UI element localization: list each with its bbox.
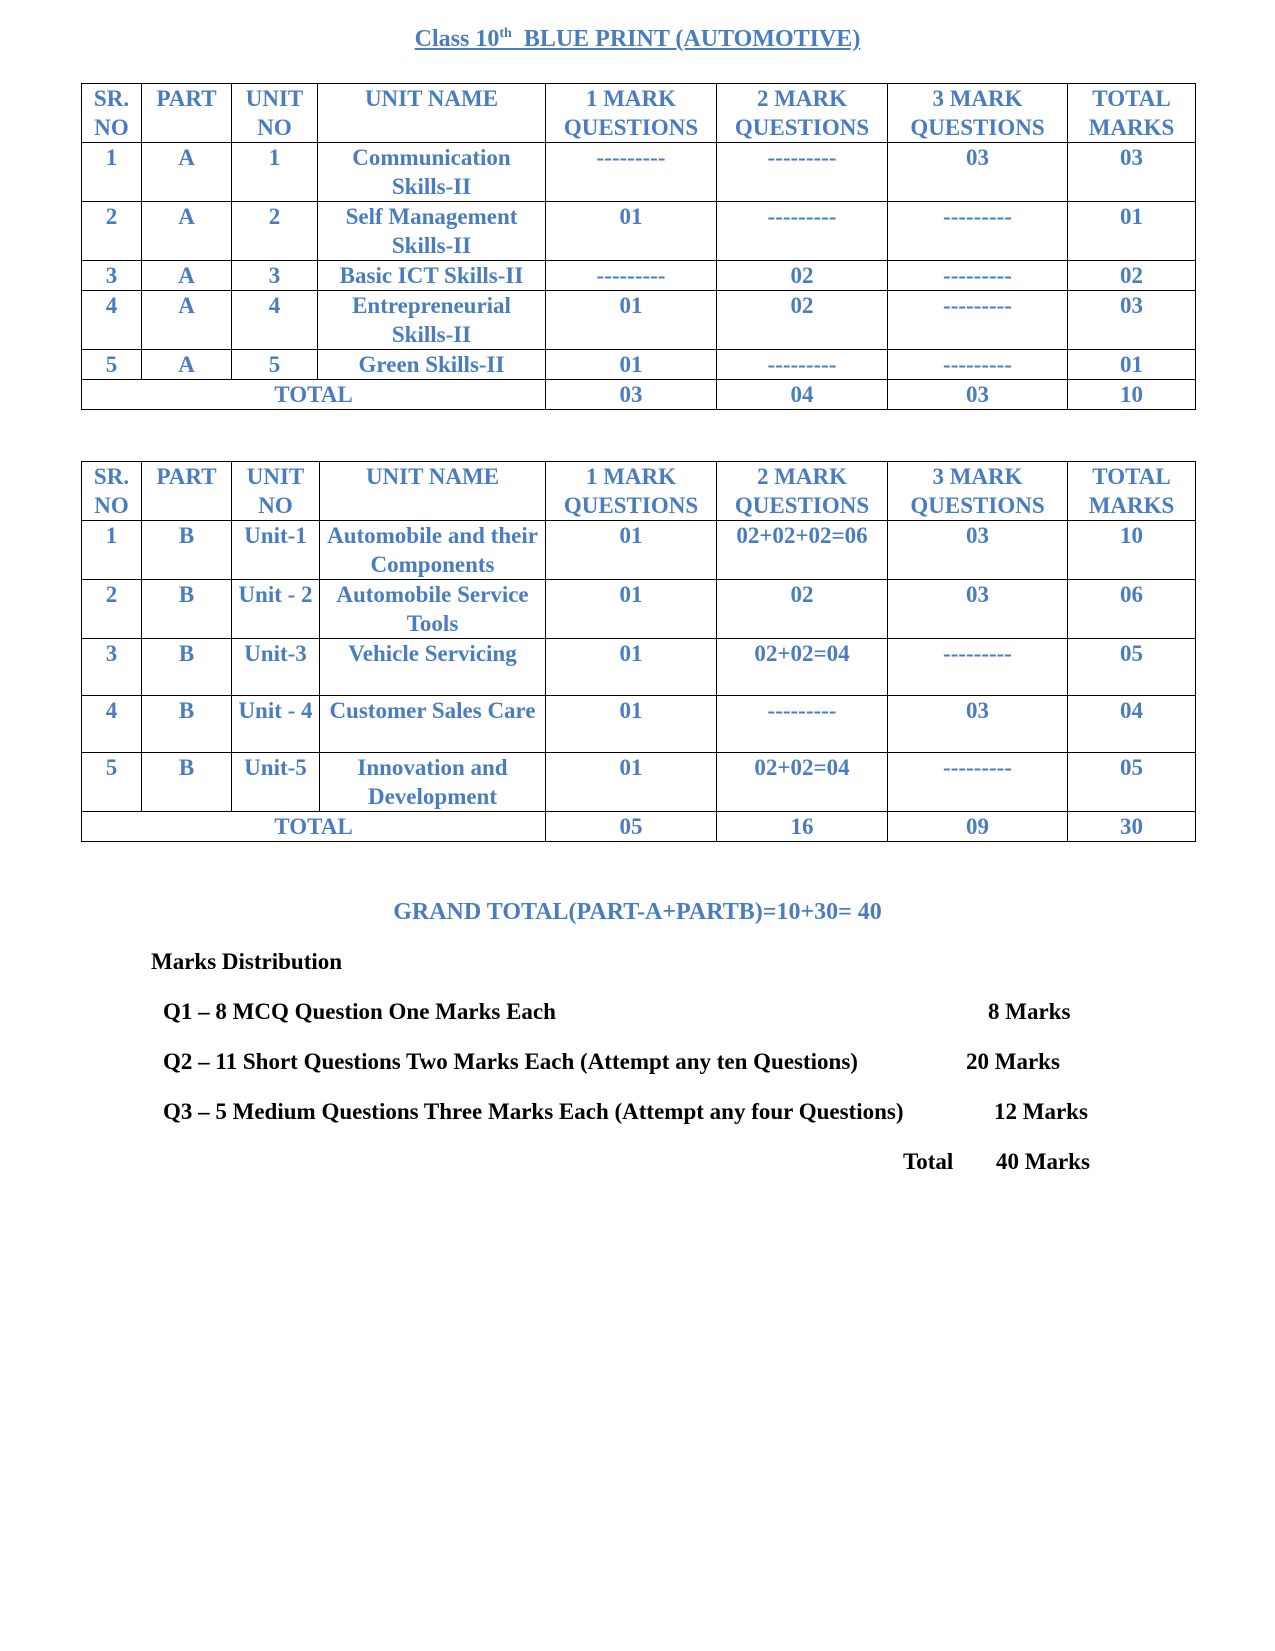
header-1-mark: 1 MARK QUESTIONS	[546, 84, 717, 143]
total-row: TOTAL 05 16 09 30	[82, 812, 1196, 842]
distribution-marks-q1: 8 Marks	[988, 999, 1071, 1024]
part-b-table	[81, 461, 1196, 842]
total-row: TOTAL 03 04 03 10	[82, 380, 1196, 410]
unit-name: Automobile Service Tools	[320, 580, 546, 639]
table-row: 3 A 3 Basic ICT Skills-II --------- 02 --------- 02	[82, 261, 1196, 291]
distribution-total-label: Total	[903, 1149, 954, 1174]
table-header-row	[82, 462, 1196, 521]
total-label: TOTAL	[82, 380, 546, 410]
header-1-mark: 1 MARK QUESTIONS	[546, 462, 717, 521]
distribution-marks-q2: 20 Marks	[966, 1049, 1060, 1074]
header-3-mark: 3 MARK QUESTIONS	[888, 462, 1068, 521]
page-title: Class 10th BLUE PRINT (AUTOMOTIVE)	[414, 26, 861, 52]
table-row: 1 B Unit-1 Automobile and their Components 01 02+02+02=06 03 10	[82, 521, 1196, 580]
unit-name: Self Management Skills-II	[318, 202, 546, 261]
grand-total: GRAND TOTAL(PART-A+PARTB)=10+30= 40	[393, 899, 882, 925]
header-3-mark: 3 MARK QUESTIONS	[888, 84, 1068, 143]
header-2-mark: 2 MARK QUESTIONS	[717, 462, 888, 521]
header-unit-name: UNIT NAME	[320, 462, 546, 521]
unit-name: Vehicle Servicing	[320, 639, 546, 696]
header-sr-no: SR. NO	[82, 84, 142, 143]
unit-name: Basic ICT Skills-II	[318, 261, 546, 291]
header-total-marks: TOTAL MARKS	[1068, 462, 1196, 521]
table-row: 2 B Unit - 2 Automobile Service Tools 01 02 03 06	[82, 580, 1196, 639]
distribution-item-q2: Q2 – 11 Short Questions Two Marks Each (Attempt any ten Questions)	[163, 1049, 858, 1074]
header-sr-no: SR. NO	[82, 462, 142, 521]
part-a-table	[81, 83, 1196, 410]
table-row: 4 A 4 Entrepreneurial Skills-II 01 02 --------- 03	[82, 291, 1196, 350]
header-part: PART	[142, 462, 232, 521]
table-row: 1 A 1 Communication Skills-II --------- --------- 03 03	[82, 143, 1196, 202]
unit-name: Entrepreneurial Skills-II	[318, 291, 546, 350]
marks-distribution-heading: Marks Distribution	[151, 949, 343, 974]
distribution-item-q1: Q1 – 8 MCQ Question One Marks Each	[163, 999, 556, 1024]
header-part: PART	[142, 84, 232, 143]
header-total-marks: TOTAL MARKS	[1068, 84, 1196, 143]
table-row: 5 B Unit-5 Innovation and Development 01 02+02=04 --------- 05	[82, 753, 1196, 812]
table-row: 3 B Unit-3 Vehicle Servicing 01 02+02=04 --------- 05	[82, 639, 1196, 696]
table-row: 4 B Unit - 4 Customer Sales Care 01 --------- 03 04	[82, 696, 1196, 753]
header-unit-no: UNIT NO	[232, 462, 320, 521]
unit-name: Green Skills-II	[318, 350, 546, 380]
header-unit-name: UNIT NAME	[318, 84, 546, 143]
unit-name: Automobile and their Components	[320, 521, 546, 580]
distribution-marks-q3: 12 Marks	[994, 1099, 1088, 1124]
unit-name: Communication Skills-II	[318, 143, 546, 202]
table-row: 2 A 2 Self Management Skills-II 01 --------- --------- 01	[82, 202, 1196, 261]
header-2-mark: 2 MARK QUESTIONS	[717, 84, 888, 143]
unit-name: Innovation and Development	[320, 753, 546, 812]
table-row: 5 A 5 Green Skills-II 01 --------- --------- 01	[82, 350, 1196, 380]
table-header-row	[82, 84, 1196, 143]
distribution-item-q3: Q3 – 5 Medium Questions Three Marks Each (Attempt any four Questions)	[163, 1099, 904, 1124]
total-label: TOTAL	[82, 812, 546, 842]
header-unit-no: UNIT NO	[232, 84, 318, 143]
unit-name: Customer Sales Care	[320, 696, 546, 753]
distribution-total-marks: 40 Marks	[996, 1149, 1090, 1174]
